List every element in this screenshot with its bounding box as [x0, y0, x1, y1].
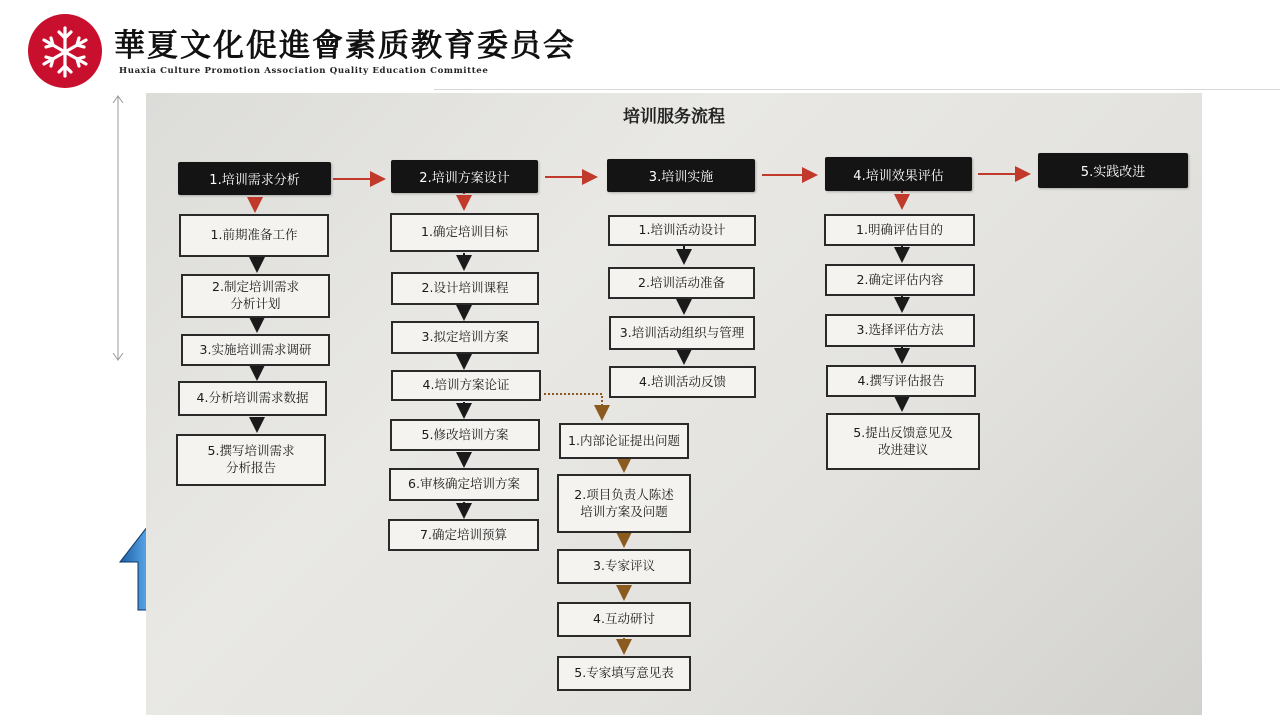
stage-effect-evaluation: 4.培训效果评估: [825, 157, 972, 191]
design-step-4: 4.培训方案论证: [391, 370, 541, 401]
org-name-en: Huaxia Culture Promotion Association Quality Education Committee: [119, 66, 489, 76]
stage-needs-analysis: 1.培训需求分析: [178, 162, 331, 195]
logo: [28, 14, 102, 88]
stage-practice-improvement: 5.实践改进: [1038, 153, 1188, 188]
evaluate-step-2: 2.确定评估内容: [825, 264, 975, 296]
design-step-7: 7.确定培训预算: [388, 519, 539, 551]
header-divider: [434, 89, 1280, 90]
design-step-1: 1.确定培训目标: [390, 213, 539, 252]
implement-step-2: 2.培训活动准备: [608, 267, 755, 299]
vertical-double-arrow-icon: [110, 94, 126, 362]
needs-step-3: 3.实施培训需求调研: [181, 334, 330, 366]
evaluate-step-3: 3.选择评估方法: [825, 314, 975, 347]
flowchart-title: 培训服务流程: [623, 107, 725, 127]
needs-step-2: 2.制定培训需求 分析计划: [181, 274, 330, 318]
review-step-3: 3.专家评议: [557, 549, 691, 584]
needs-step-5: 5.撰写培训需求 分析报告: [176, 434, 326, 486]
flowchart-photo: [146, 93, 1202, 715]
review-step-5: 5.专家填写意见表: [557, 656, 691, 691]
review-step-1: 1.内部论证提出问题: [559, 423, 689, 459]
stage-implementation: 3.培训实施: [607, 159, 755, 192]
implement-step-1: 1.培训活动设计: [608, 215, 756, 246]
needs-step-4: 4.分析培训需求数据: [178, 381, 327, 416]
evaluate-step-4: 4.撰写评估报告: [826, 365, 976, 397]
design-step-2: 2.设计培训课程: [391, 272, 539, 305]
evaluate-step-5: 5.提出反馈意见及 改进建议: [826, 413, 980, 470]
implement-step-3: 3.培训活动组织与管理: [609, 316, 755, 350]
org-name-cn: 華夏文化促進會素质教育委员会: [114, 28, 576, 64]
evaluate-step-1: 1.明确评估目的: [824, 214, 975, 246]
design-step-6: 6.审核确定培训方案: [389, 468, 539, 501]
review-step-4: 4.互动研讨: [557, 602, 691, 637]
implement-step-4: 4.培训活动反馈: [609, 366, 756, 398]
needs-step-1: 1.前期准备工作: [179, 214, 329, 257]
design-step-3: 3.拟定培训方案: [391, 321, 539, 354]
design-step-5: 5.修改培训方案: [390, 419, 540, 451]
snowflake-icon: [28, 14, 102, 88]
stage-plan-design: 2.培训方案设计: [391, 160, 538, 193]
review-step-2: 2.项目负责人陈述 培训方案及问题: [557, 474, 691, 533]
